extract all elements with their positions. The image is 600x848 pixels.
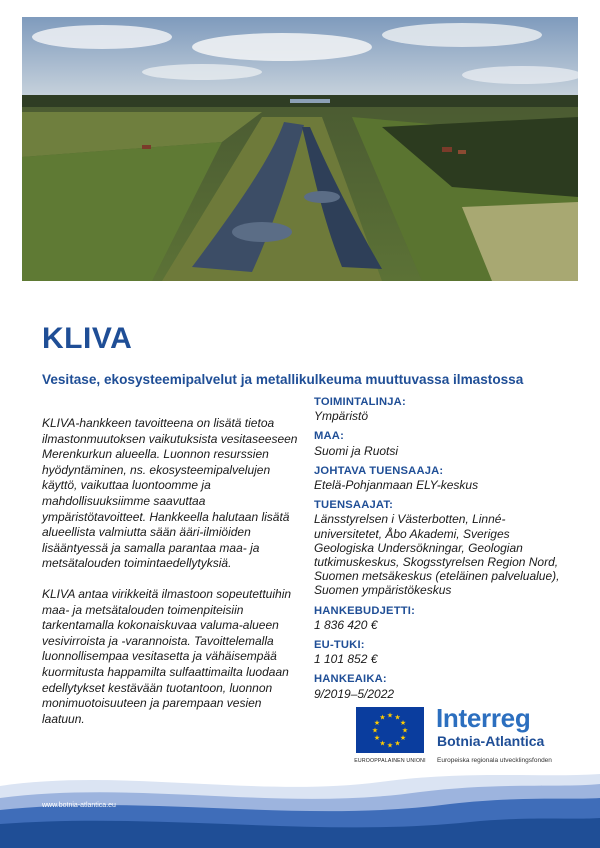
info-lead-beneficiary <box>314 464 564 492</box>
interreg-logo-text: Interreg <box>436 703 531 733</box>
eu-caption: EUROOPPALAINEN UNIONI <box>354 758 426 764</box>
programme-region: Botnia-Atlantica <box>437 733 545 749</box>
info-label: HANKEAIKA: <box>314 673 387 686</box>
info-eu-support <box>314 638 564 666</box>
info-value: Ympäristö <box>314 409 369 424</box>
info-value: Suomi ja Ruotsi <box>314 443 399 458</box>
project-title: KLIVA <box>42 322 133 355</box>
eu-star-icon: ★ <box>379 740 386 748</box>
info-value: Etelä-Pohjanmaan ELY-keskus <box>314 478 479 493</box>
info-column <box>314 395 564 707</box>
logo-row <box>354 703 566 767</box>
fund-caption: Europeiska regionala utvecklingsfonden <box>437 757 552 764</box>
footer-wave <box>0 768 600 848</box>
eu-star-icon: ★ <box>394 714 401 722</box>
project-subtitle: Vesitase, ekosysteemipalvelut ja metallikulkeuma muuttuvassa ilmastossa <box>42 372 524 387</box>
info-label: TOIMINTALINJA: <box>314 396 406 408</box>
eu-star-icon: ★ <box>399 735 407 742</box>
info-label: HANKEBUDJETTI: <box>314 604 416 617</box>
eu-star-icon: ★ <box>386 742 394 750</box>
footer-website-link[interactable]: www.botnia-atlantica.eu <box>42 802 116 809</box>
eu-star-icon: ★ <box>371 727 379 735</box>
eu-star-icon: ★ <box>379 714 386 722</box>
eu-star-icon: ★ <box>373 735 381 742</box>
eu-flag-icon <box>356 707 424 753</box>
info-country <box>314 429 564 457</box>
eu-star-icon: ★ <box>386 712 394 720</box>
info-action-line <box>314 395 564 423</box>
eu-star-icon: ★ <box>399 720 407 727</box>
info-label: JOHTAVA TUENSAAJA: <box>314 464 444 477</box>
eu-star-icon: ★ <box>373 720 381 727</box>
eu-star-icon: ★ <box>394 740 401 748</box>
info-label: EU-TUKI: <box>314 639 365 652</box>
description-paragraph-2: KLIVA antaa virikkeitä ilmastoon sopeutettuihin maa- ja metsätalouden toimenpiteisiin tarkentamalla kokonaiskuvaa valuma-alueen vesivirroista ja -varannoista. Tavoittelemalla luonnollisempaa vesitasetta ja vähäisempää kuormitusta happamilta sulfaattimailta luodaan edellytykset kestävään tuotantoon, luonnon monimuotoisuuteen ja parempaan vesien laatuun. <box>42 586 292 726</box>
info-period <box>314 672 564 700</box>
info-label: MAA: <box>314 430 345 443</box>
info-value: 9/2019–5/2022 <box>314 686 395 701</box>
hero-aerial-photo <box>22 17 578 281</box>
info-value: 1 101 852 € <box>314 652 378 667</box>
info-value: 1 836 420 € <box>314 617 378 632</box>
eu-star-icon: ★ <box>401 727 409 735</box>
description-paragraph-1: KLIVA-hankkeen tavoitteena on lisätä tietoa ilmastonmuutoksen vaikutuksista vesitaseeseen Merenkurkun alueella. Luonnon resurssien hyödyntäminen, ns. ekosysteemipalvelujen käyttö, vaikuttaa luontoomme ja mahdollisuuksiimme saavuttaa ympäristötavoitteet. Hankkeella halutaan lisätä alueellista valmiutta sään ääri-ilmiöiden lisääntyessä ja samalla parantaa maa- ja metsätalouden toimintaedellytyksiä. <box>42 416 298 571</box>
info-budget <box>314 604 564 632</box>
info-label: TUENSAAJAT: <box>314 499 394 512</box>
description-column <box>42 416 304 742</box>
info-beneficiaries <box>314 498 564 597</box>
info-value: Länsstyrelsen i Västerbotten, Linné-universitetet, Åbo Akademi, Sveriges Geologiska Undersökningar, Geologian tutkimuskeskus, Skogsstyrelsen Region Nord, Suomen metsäkeskus (eteläinen palvelualue), Suomen ympäristökeskus <box>314 512 560 598</box>
